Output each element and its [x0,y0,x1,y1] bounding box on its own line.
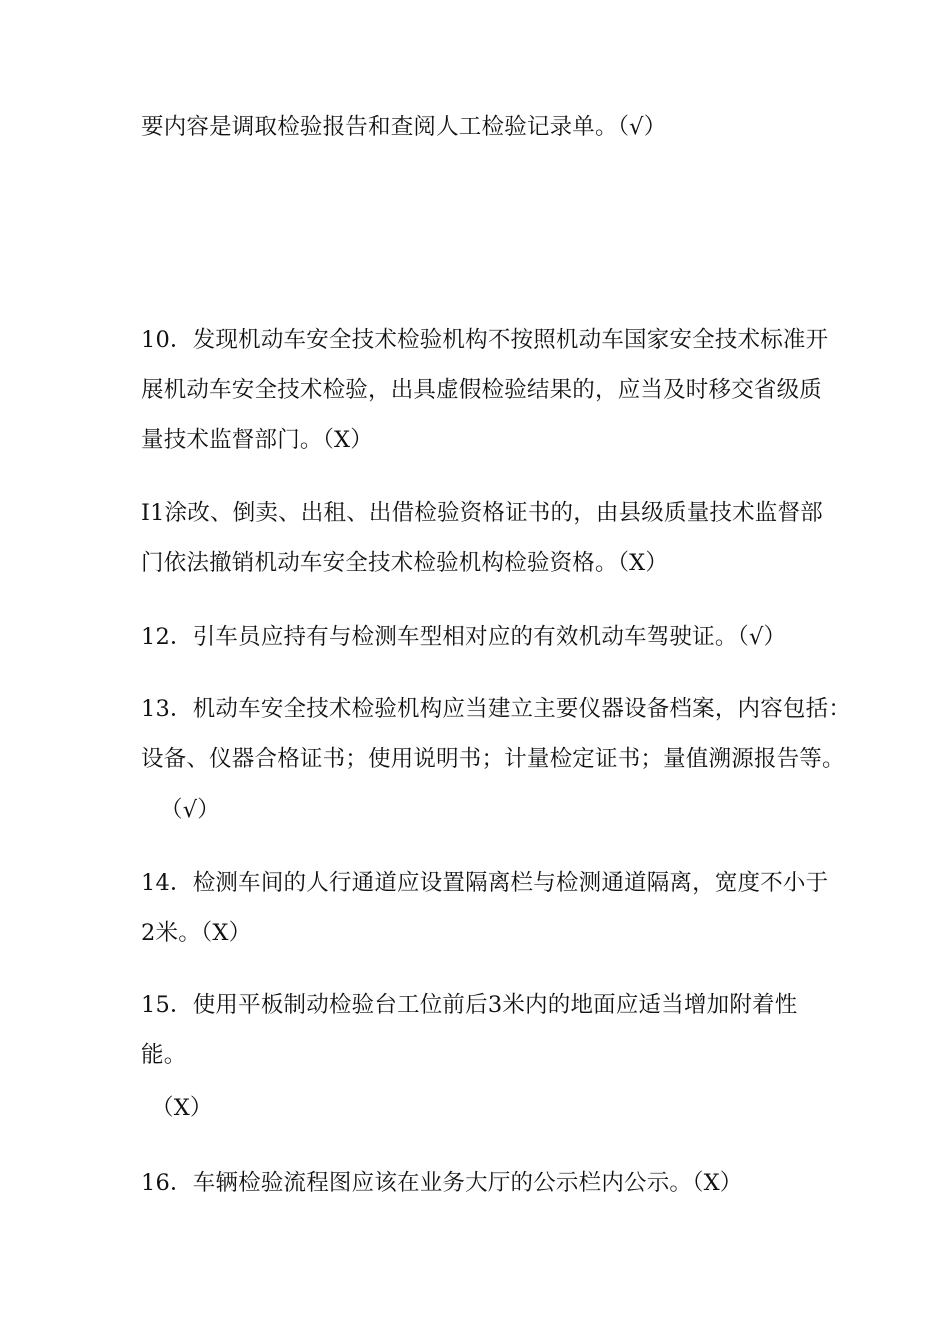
item-10-line-1: 10．发现机动车安全技术检验机构不按照机动车国家安全技术标准开 [141,327,829,353]
item-11-line-1: I1涂改、倒卖、出租、出借检验资格证书的，由县级质量技术监督部 [141,500,823,526]
item-15-line-3: （X） [151,1095,213,1121]
item-14-line-1: 14．检测车间的人行通道应设置隔离栏与检测通道隔离，宽度不小于 [141,870,829,896]
item-13-line-2: 设备、仪器合格证书；使用说明书；计量检定证书；量值溯源报告等。 [141,746,845,772]
item-16-line-1: 16．车辆检验流程图应该在业务大厅的公示栏内公示。（X） [141,1170,743,1196]
item-12-line-1: 12．引车员应持有与检测车型相对应的有效机动车驾驶证。（√） [141,624,787,650]
item-11-line-2: 门依法撤销机动车安全技术检验机构检验资格。（X） [141,550,669,576]
item-14-line-2: 2米。（X） [141,920,252,946]
item-13-line-1: 13．机动车安全技术检验机构应当建立主要仪器设备档案，内容包括： [141,696,852,722]
item-15-line-2: 能。 [141,1042,187,1068]
item-13-line-3: （√） [160,797,220,823]
item-15-line-1: 15．使用平板制动检验台工位前后3米内的地面应适当增加附着性 [141,992,798,1018]
item-10-line-3: 量技术监督部门。（X） [141,427,373,453]
item-10-line-2: 展机动车安全技术检验，出具虚假检验结果的，应当及时移交省级质 [141,377,823,403]
text-line-continuation: 要内容是调取检验报告和查阅人工检验记录单。（√） [141,114,667,140]
